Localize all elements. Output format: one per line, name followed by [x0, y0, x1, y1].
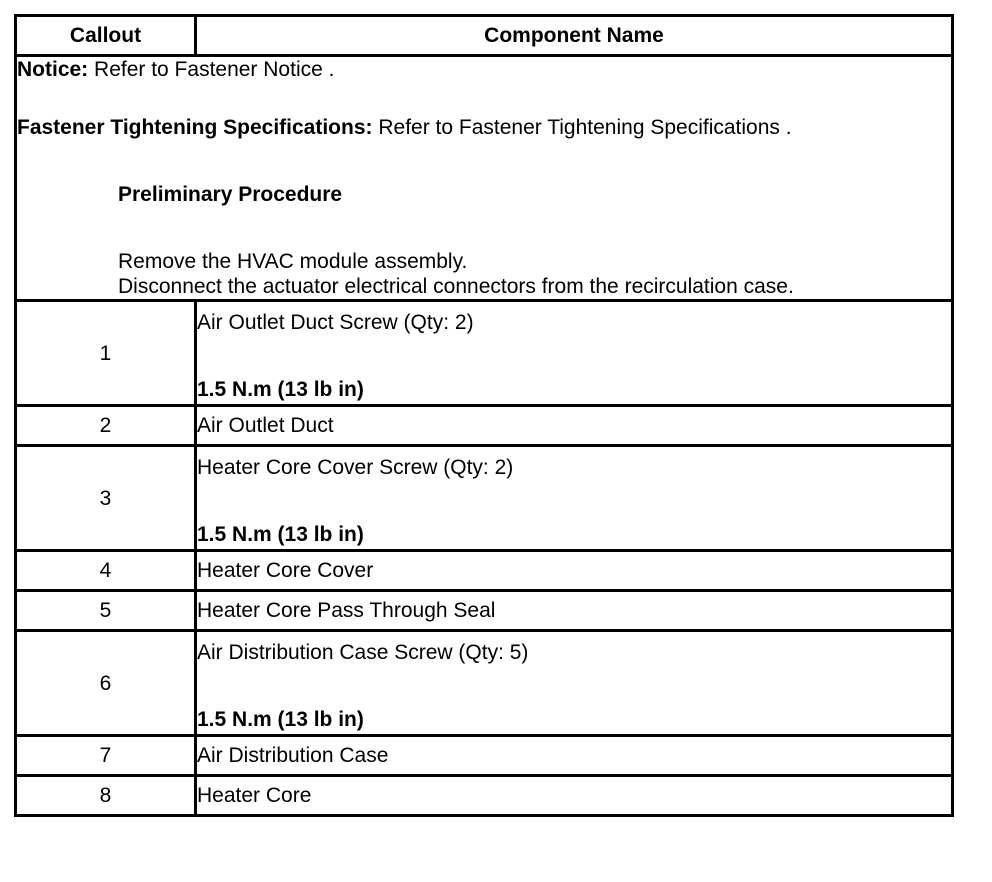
component-name: Heater Core Pass Through Seal	[197, 599, 496, 622]
component-name: Air Outlet Duct Screw (Qty: 2)	[197, 310, 474, 334]
table-row	[16, 776, 953, 816]
fastener-text: Refer to Fastener Tightening Specifications .	[372, 116, 792, 139]
fastener-spec	[17, 115, 951, 140]
step-2: Disconnect the actuator electrical connectors from the recirculation case.	[118, 275, 794, 298]
component-name: Heater Core Cover	[197, 559, 374, 582]
component-name-cell	[196, 736, 953, 776]
component-name: Air Outlet Duct	[197, 414, 334, 437]
component-name-cell	[196, 631, 953, 736]
component-name-cell	[196, 406, 953, 446]
preliminary-title: Preliminary Procedure	[118, 183, 343, 206]
component-name: Air Distribution Case	[197, 744, 389, 767]
notice-label: Notice:	[17, 58, 89, 81]
notice	[17, 57, 951, 82]
callout-number: 8	[16, 776, 196, 816]
component-name: Heater Core Cover Screw (Qty: 2)	[197, 455, 514, 479]
component-name: Air Distribution Case Screw (Qty: 5)	[197, 640, 529, 664]
notice-text: Refer to Fastener Notice .	[88, 58, 335, 81]
table-row	[16, 631, 953, 736]
table-row	[16, 301, 953, 406]
component-name-cell	[196, 446, 953, 551]
table-row	[16, 406, 953, 446]
component-name: Heater Core	[197, 784, 312, 807]
component-table-page	[14, 14, 951, 817]
callout-number: 7	[16, 736, 196, 776]
callout-number: 6	[16, 631, 196, 736]
callout-number: 2	[16, 406, 196, 446]
info-cell	[16, 56, 953, 301]
component-table	[14, 14, 954, 817]
step-1: Remove the HVAC module assembly.	[118, 250, 468, 273]
callout-number: 4	[16, 551, 196, 591]
component-name-cell	[196, 301, 953, 406]
table-row	[16, 591, 953, 631]
torque-spec: 1.5 N.m (13 lb in)	[197, 377, 364, 401]
callout-number: 3	[16, 446, 196, 551]
info-row	[16, 56, 953, 301]
table-row	[16, 446, 953, 551]
callout-number: 1	[16, 301, 196, 406]
component-name-cell	[196, 776, 953, 816]
table-row	[16, 736, 953, 776]
callout-number: 5	[16, 591, 196, 631]
torque-spec: 1.5 N.m (13 lb in)	[197, 707, 364, 731]
component-name-cell	[196, 551, 953, 591]
table-row	[16, 551, 953, 591]
header-component-name: Component Name	[196, 16, 953, 56]
torque-spec: 1.5 N.m (13 lb in)	[197, 522, 364, 546]
header-callout: Callout	[16, 16, 196, 56]
fastener-label: Fastener Tightening Specifications:	[17, 116, 373, 139]
header-row	[16, 16, 953, 56]
component-name-cell	[196, 591, 953, 631]
